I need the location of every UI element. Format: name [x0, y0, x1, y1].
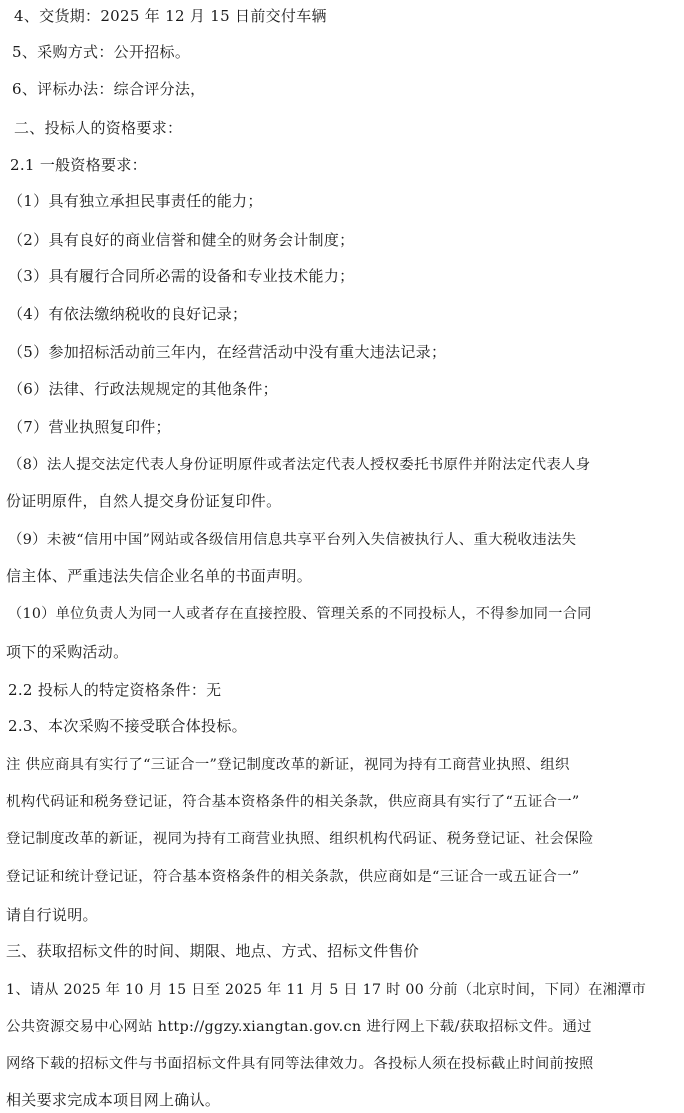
text-line: 信主体、严重违法失信企业名单的书面声明。 — [6, 567, 313, 585]
text-line: 登记制度改革的新证，视同为持有工商营业执照、组织机构代码证、税务登记证、社会保险 — [6, 831, 594, 847]
text-line: 6、评标办法：综合评分法， — [12, 80, 206, 98]
text-line: 机构代码证和税务登记证，符合基本资格条件的相关条款，供应商具有实行了“五证合一” — [6, 794, 580, 810]
text-line: 1、请从 2025 年 10 月 15 日至 2025 年 11 月 5 日 17 时 00 分前（北京时间，下同）在湘潭市 — [6, 982, 647, 998]
text-line: 2.3、本次采购不接受联合体投标。 — [8, 717, 247, 735]
text-line: （3）具有履行合同所必需的设备和专业技术能力； — [8, 267, 355, 285]
text-line: 网络下载的招标文件与书面招标文件具有同等法律效力。各投标人须在投标截止时间前按照 — [6, 1056, 594, 1072]
text-line: 注 供应商具有实行了“三证合一”登记制度改革的新证，视同为持有工商营业执照、组织 — [6, 757, 570, 773]
text-line: （5）参加招标活动前三年内，在经营活动中没有重大违法记录； — [8, 343, 447, 361]
text-line: （6）法律、行政法规规定的其他条件； — [8, 380, 278, 398]
text-line: 4、交货期：2025 年 12 月 15 日前交付车辆 — [14, 7, 327, 25]
text-line: （4）有依法缴纳税收的良好记录； — [8, 305, 248, 323]
text-line: 请自行说明。 — [6, 906, 98, 924]
text-line: 5、采购方式：公开招标。 — [12, 43, 191, 61]
text-line: （1）具有独立承担民事责任的能力； — [8, 192, 263, 210]
text-line: 公共资源交易中心网站 http://ggzy.xiangtan.gov.cn 进行网上下载/获取招标文件。通过 — [6, 1019, 592, 1035]
text-line: 登记证和统计登记证，符合基本资格条件的相关条款，供应商如是“三证合一或五证合一” — [6, 869, 580, 885]
text-line: 相关要求完成本项目网上确认。 — [6, 1091, 221, 1109]
text-line: （9）未被“信用中国”网站或各级信用信息共享平台列入失信被执行人、重大税收违法失 — [8, 532, 577, 548]
section-heading: 三、获取招标文件的时间、期限、地点、方式、招标文件售价 — [6, 942, 420, 960]
text-line: （7）营业执照复印件； — [8, 418, 171, 436]
text-line: （2）具有良好的商业信誉和健全的财务会计制度； — [8, 231, 355, 249]
text-line: 二、投标人的资格要求： — [14, 119, 183, 137]
text-line: 项下的采购活动。 — [6, 643, 129, 661]
text-line: 2.1 一般资格要求： — [10, 156, 147, 174]
text-line: 2.2 投标人的特定资格条件：无 — [8, 681, 222, 699]
text-line: （10）单位负责人为同一人或者存在直接控股、管理关系的不同投标人，不得参加同一合同 — [8, 606, 592, 622]
text-line: 份证明原件，自然人提交身份证复印件。 — [6, 492, 282, 510]
text-line: （8）法人提交法定代表人身份证明原件或者法定代表人授权委托书原件并附法定代表人身 — [8, 457, 591, 473]
